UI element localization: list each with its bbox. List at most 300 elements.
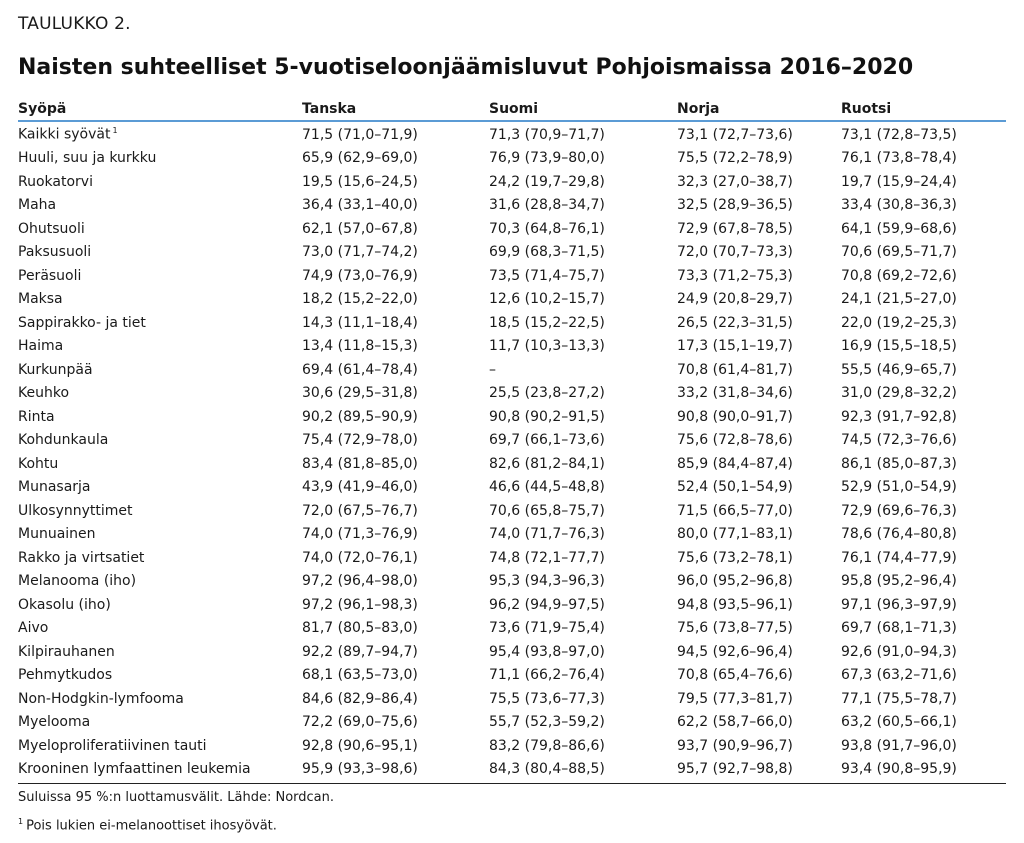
cell-text: 97,2 (96,4–98,0) [302, 573, 418, 590]
cell-finland [489, 738, 677, 754]
cell-norway [677, 456, 841, 472]
cell-text: Kaikki syövät [18, 127, 111, 144]
cell-text: 73,3 (71,2–75,3) [677, 267, 793, 284]
table-label: TAULUKKO 2. [18, 14, 131, 34]
cell-finland [489, 197, 677, 213]
table-row [18, 264, 1006, 288]
cell-text: 74,9 (73,0–76,9) [302, 267, 418, 284]
table-row [18, 241, 1006, 265]
cell-text: 95,4 (93,8–97,0) [489, 643, 605, 660]
cell-denmark [302, 315, 489, 331]
cell-text: 86,1 (85,0–87,3) [841, 455, 957, 472]
cell-finland [489, 503, 677, 519]
cell-text: 70,6 (65,8–75,7) [489, 502, 605, 519]
cell-text: Keuhko [18, 385, 70, 402]
cell-text: 31,6 (28,8–34,7) [489, 197, 605, 214]
cell-text: 67,3 (63,2–71,6) [841, 667, 957, 684]
cell-text: 62,2 (58,7–66,0) [677, 714, 793, 731]
cell-norway [677, 503, 841, 519]
cell-finland [489, 714, 677, 730]
cell-denmark [302, 268, 489, 284]
cell-sweden [841, 691, 1006, 707]
cell-text: 90,8 (90,2–91,5) [489, 408, 605, 425]
cell-finland [489, 550, 677, 566]
cell-sweden [841, 738, 1006, 754]
table-row [18, 476, 1006, 500]
cell-text: 92,3 (91,7–92,8) [841, 408, 957, 425]
table-row [18, 593, 1006, 617]
cell-text: 52,9 (51,0–54,9) [841, 479, 957, 496]
cell-denmark [302, 479, 489, 495]
cell-text: Myeloproliferatiivinen tauti [18, 737, 207, 754]
cell-text: 74,0 (71,7–76,3) [489, 526, 605, 543]
cell-text: Myelooma [18, 714, 91, 731]
table-row [18, 523, 1006, 547]
cell-sweden [841, 291, 1006, 307]
header-cancer: Syöpä [18, 101, 67, 117]
cell-denmark [302, 291, 489, 307]
cell-text: Kohdunkaula [18, 432, 109, 449]
cell-finland [489, 174, 677, 190]
cell-finland [489, 244, 677, 260]
cell-text: 63,2 (60,5–66,1) [841, 714, 957, 731]
cell-text: Maha [18, 197, 57, 214]
cell-text: Munuainen [18, 526, 96, 543]
cell-text: 72,2 (69,0–75,6) [302, 714, 418, 731]
cell-sweden [841, 573, 1006, 589]
cell-cancer [18, 644, 302, 660]
cell-norway [677, 691, 841, 707]
cell-text: 73,0 (71,7–74,2) [302, 244, 418, 261]
cell-text: 71,1 (66,2–76,4) [489, 667, 605, 684]
cell-sweden [841, 221, 1006, 237]
table-row [18, 758, 1006, 782]
footnote-mark: 1 [18, 817, 24, 826]
cell-denmark [302, 550, 489, 566]
cell-text: Okasolu (iho) [18, 596, 111, 613]
cell-finland [489, 385, 677, 401]
cell-text: 18,5 (15,2–22,5) [489, 314, 605, 331]
cell-cancer [18, 244, 302, 260]
cell-text: 75,4 (72,9–78,0) [302, 432, 418, 449]
table-row [18, 335, 1006, 359]
cell-text: 18,2 (15,2–22,0) [302, 291, 418, 308]
cell-finland [489, 362, 677, 378]
cell-norway [677, 550, 841, 566]
cell-finland [489, 456, 677, 472]
cell-norway [677, 738, 841, 754]
cell-denmark [302, 714, 489, 730]
cell-finland [489, 409, 677, 425]
cell-norway [677, 174, 841, 190]
cell-cancer [18, 761, 302, 777]
cell-text: Sappirakko- ja tiet [18, 314, 146, 331]
cell-text: 75,5 (73,6–77,3) [489, 690, 605, 707]
cell-text: 17,3 (15,1–19,7) [677, 338, 793, 355]
table-row [18, 358, 1006, 382]
table-row [18, 711, 1006, 735]
cell-sweden [841, 432, 1006, 448]
cell-finland [489, 526, 677, 542]
cell-text: 74,8 (72,1–77,7) [489, 549, 605, 566]
cell-sweden [841, 127, 1006, 143]
cell-text: 71,5 (71,0–71,9) [302, 126, 418, 143]
cell-norway [677, 315, 841, 331]
cell-norway [677, 620, 841, 636]
cell-sweden [841, 385, 1006, 401]
cell-text: 75,6 (72,8–78,6) [677, 432, 793, 449]
cell-text: 73,6 (71,9–75,4) [489, 620, 605, 637]
cell-text: 95,9 (93,3–98,6) [302, 761, 418, 778]
cell-cancer [18, 479, 302, 495]
cell-text: 62,1 (57,0–67,8) [302, 220, 418, 237]
cell-cancer [18, 338, 302, 354]
cell-text: 73,1 (72,8–73,5) [841, 126, 957, 143]
table-row [18, 570, 1006, 594]
cell-finland [489, 761, 677, 777]
cell-denmark [302, 432, 489, 448]
cell-cancer [18, 620, 302, 636]
cell-text: 24,9 (20,8–29,7) [677, 291, 793, 308]
cell-text: 70,8 (65,4–76,6) [677, 667, 793, 684]
cell-text: 72,9 (67,8–78,5) [677, 220, 793, 237]
table-row [18, 288, 1006, 312]
cell-finland [489, 573, 677, 589]
cell-text: 72,0 (70,7–73,3) [677, 244, 793, 261]
cell-text: 76,1 (73,8–78,4) [841, 150, 957, 167]
cell-text: 24,1 (21,5–27,0) [841, 291, 957, 308]
cell-text: Pehmytkudos [18, 667, 113, 684]
table-footnote [18, 817, 1006, 833]
cell-sweden [841, 479, 1006, 495]
cell-text: 82,6 (81,2–84,1) [489, 455, 605, 472]
cell-text: Aivo [18, 620, 49, 637]
cell-cancer [18, 291, 302, 307]
cell-text: 79,5 (77,3–81,7) [677, 690, 793, 707]
cell-cancer [18, 126, 302, 143]
cell-sweden [841, 268, 1006, 284]
cell-text: 72,9 (69,6–76,3) [841, 502, 957, 519]
cell-norway [677, 597, 841, 613]
cell-denmark [302, 456, 489, 472]
cell-text: 92,2 (89,7–94,7) [302, 643, 418, 660]
cell-text: 26,5 (22,3–31,5) [677, 314, 793, 331]
cell-denmark [302, 150, 489, 166]
cell-text: 78,6 (76,4–80,8) [841, 526, 957, 543]
cell-denmark [302, 503, 489, 519]
cell-cancer [18, 714, 302, 730]
cell-text: 73,1 (72,7–73,6) [677, 126, 793, 143]
cell-norway [677, 221, 841, 237]
cell-text: 12,6 (10,2–15,7) [489, 291, 605, 308]
cell-norway [677, 197, 841, 213]
cell-finland [489, 150, 677, 166]
cell-text: 90,8 (90,0–91,7) [677, 408, 793, 425]
cell-text: 93,8 (91,7–96,0) [841, 737, 957, 754]
cell-text: 55,5 (46,9–65,7) [841, 361, 957, 378]
cell-text: – [489, 361, 496, 378]
cell-cancer [18, 150, 302, 166]
cell-text: 69,4 (61,4–78,4) [302, 361, 418, 378]
cell-cancer [18, 221, 302, 237]
cell-text: 76,1 (74,4–77,9) [841, 549, 957, 566]
cell-text: 55,7 (52,3–59,2) [489, 714, 605, 731]
cell-text: 84,6 (82,9–86,4) [302, 690, 418, 707]
cell-text: 90,2 (89,5–90,9) [302, 408, 418, 425]
cell-sweden [841, 338, 1006, 354]
cell-sweden [841, 526, 1006, 542]
cell-norway [677, 667, 841, 683]
cell-denmark [302, 362, 489, 378]
cell-sweden [841, 597, 1006, 613]
cell-text: 74,0 (71,3–76,9) [302, 526, 418, 543]
cell-norway [677, 761, 841, 777]
cell-text: Rinta [18, 408, 55, 425]
cell-text: 36,4 (33,1–40,0) [302, 197, 418, 214]
cell-finland [489, 479, 677, 495]
table-row [18, 123, 1006, 147]
table-row [18, 499, 1006, 523]
cell-denmark [302, 127, 489, 143]
table-row [18, 452, 1006, 476]
table-note: Suluissa 95 %:n luottamusvälit. Lähde: Nordcan. [18, 790, 335, 805]
cell-finland [489, 667, 677, 683]
table-row [18, 311, 1006, 335]
cell-text: Paksusuoli [18, 244, 92, 261]
cell-text: 94,5 (92,6–96,4) [677, 643, 793, 660]
cell-text: 46,6 (44,5–48,8) [489, 479, 605, 496]
table-row [18, 617, 1006, 641]
cell-text: 70,8 (61,4–81,7) [677, 361, 793, 378]
cell-denmark [302, 620, 489, 636]
cell-text: 69,7 (66,1–73,6) [489, 432, 605, 449]
table-row [18, 429, 1006, 453]
cell-text: 97,2 (96,1–98,3) [302, 596, 418, 613]
cell-text: 75,5 (72,2–78,9) [677, 150, 793, 167]
cell-cancer [18, 597, 302, 613]
cell-text: 95,8 (95,2–96,4) [841, 573, 957, 590]
table-row [18, 546, 1006, 570]
cell-sweden [841, 644, 1006, 660]
cell-text: 64,1 (59,9–68,6) [841, 220, 957, 237]
cell-sweden [841, 503, 1006, 519]
header-norway: Norja [677, 101, 720, 117]
cell-text: 97,1 (96,3–97,9) [841, 596, 957, 613]
cell-denmark [302, 573, 489, 589]
cell-text: 95,3 (94,3–96,3) [489, 573, 605, 590]
table-header-row [18, 98, 1006, 122]
cell-norway [677, 526, 841, 542]
cell-sweden [841, 667, 1006, 683]
cell-cancer [18, 550, 302, 566]
cell-sweden [841, 456, 1006, 472]
cell-text: Maksa [18, 291, 63, 308]
cell-text: 75,6 (73,2–78,1) [677, 549, 793, 566]
cell-denmark [302, 597, 489, 613]
cell-text: 68,1 (63,5–73,0) [302, 667, 418, 684]
cell-cancer [18, 526, 302, 542]
cell-text: 31,0 (29,8–32,2) [841, 385, 957, 402]
cell-norway [677, 644, 841, 660]
cell-text: 74,0 (72,0–76,1) [302, 549, 418, 566]
header-finland: Suomi [489, 101, 539, 117]
cell-text: 74,5 (72,3–76,6) [841, 432, 957, 449]
cell-text: 75,6 (73,8–77,5) [677, 620, 793, 637]
cell-norway [677, 338, 841, 354]
cell-text: 19,5 (15,6–24,5) [302, 173, 418, 190]
cell-sweden [841, 197, 1006, 213]
cell-text: Huuli, suu ja kurkku [18, 150, 157, 167]
cell-norway [677, 385, 841, 401]
cell-cancer [18, 268, 302, 284]
cell-norway [677, 409, 841, 425]
cell-text: 71,3 (70,9–71,7) [489, 126, 605, 143]
cell-norway [677, 714, 841, 730]
cell-sweden [841, 620, 1006, 636]
cell-cancer [18, 385, 302, 401]
cell-norway [677, 291, 841, 307]
cell-text: 70,6 (69,5–71,7) [841, 244, 957, 261]
cell-denmark [302, 409, 489, 425]
cell-cancer [18, 691, 302, 707]
cell-cancer [18, 315, 302, 331]
cell-text: 11,7 (10,3–13,3) [489, 338, 605, 355]
table-row [18, 640, 1006, 664]
table-body [18, 123, 1006, 781]
cell-text: 69,7 (68,1–71,3) [841, 620, 957, 637]
cell-text: 70,8 (69,2–72,6) [841, 267, 957, 284]
table-bottom-rule [18, 783, 1006, 784]
cell-cancer [18, 456, 302, 472]
cell-denmark [302, 174, 489, 190]
cell-text: 13,4 (11,8–15,3) [302, 338, 418, 355]
cell-sweden [841, 315, 1006, 331]
cell-cancer [18, 362, 302, 378]
cell-text: 85,9 (84,4–87,4) [677, 455, 793, 472]
cell-cancer [18, 197, 302, 213]
cell-text: 33,4 (30,8–36,3) [841, 197, 957, 214]
cell-finland [489, 644, 677, 660]
cell-denmark [302, 667, 489, 683]
cell-text: 16,9 (15,5–18,5) [841, 338, 957, 355]
cell-text: 76,9 (73,9–80,0) [489, 150, 605, 167]
cell-text: 70,3 (64,8–76,1) [489, 220, 605, 237]
header-sweden: Ruotsi [841, 101, 892, 117]
cell-text: 24,2 (19,7–29,8) [489, 173, 605, 190]
cell-text: 32,3 (27,0–38,7) [677, 173, 793, 190]
cell-text: 32,5 (28,9–36,5) [677, 197, 793, 214]
cell-text: 69,9 (68,3–71,5) [489, 244, 605, 261]
table-row [18, 170, 1006, 194]
cell-text: Ohutsuoli [18, 220, 85, 237]
cell-sweden [841, 761, 1006, 777]
cell-norway [677, 362, 841, 378]
cell-sweden [841, 409, 1006, 425]
cell-finland [489, 315, 677, 331]
cell-text: 14,3 (11,1–18,4) [302, 314, 418, 331]
cell-text: 22,0 (19,2–25,3) [841, 314, 957, 331]
table-row [18, 147, 1006, 171]
cell-text: 92,8 (90,6–95,1) [302, 737, 418, 754]
cell-text: 25,5 (23,8–27,2) [489, 385, 605, 402]
cell-finland [489, 291, 677, 307]
cell-text: Kilpirauhanen [18, 643, 115, 660]
cell-cancer [18, 573, 302, 589]
cell-denmark [302, 526, 489, 542]
cell-text: 81,7 (80,5–83,0) [302, 620, 418, 637]
table-title: Naisten suhteelliset 5-vuotiseloonjäämisluvut Pohjoismaissa 2016–2020 [18, 55, 914, 80]
cell-text: 93,7 (90,9–96,7) [677, 737, 793, 754]
footnote-text: Pois lukien ei-melanoottiset ihosyövät. [26, 818, 277, 834]
cell-finland [489, 338, 677, 354]
cell-text: 83,2 (79,8–86,6) [489, 737, 605, 754]
cell-finland [489, 268, 677, 284]
cell-norway [677, 573, 841, 589]
cell-text: Kurkunpää [18, 361, 93, 378]
cell-denmark [302, 738, 489, 754]
cell-text: Peräsuoli [18, 267, 82, 284]
cell-text: Kohtu [18, 455, 59, 472]
table-row [18, 405, 1006, 429]
cell-sweden [841, 244, 1006, 260]
cell-text: 73,5 (71,4–75,7) [489, 267, 605, 284]
cell-text: 80,0 (77,1–83,1) [677, 526, 793, 543]
cell-norway [677, 268, 841, 284]
table-row [18, 382, 1006, 406]
cell-text: 30,6 (29,5–31,8) [302, 385, 418, 402]
cell-text: 96,0 (95,2–96,8) [677, 573, 793, 590]
cell-text: 84,3 (80,4–88,5) [489, 761, 605, 778]
cell-text: 83,4 (81,8–85,0) [302, 455, 418, 472]
cell-sweden [841, 714, 1006, 730]
cell-finland [489, 620, 677, 636]
cell-sweden [841, 174, 1006, 190]
cell-finland [489, 221, 677, 237]
cell-text: Haima [18, 338, 64, 355]
cell-norway [677, 127, 841, 143]
cell-text: 19,7 (15,9–24,4) [841, 173, 957, 190]
cell-sweden [841, 362, 1006, 378]
cell-norway [677, 479, 841, 495]
cell-denmark [302, 221, 489, 237]
cell-text: 71,5 (66,5–77,0) [677, 502, 793, 519]
cell-text: Ruokatorvi [18, 173, 93, 190]
cell-denmark [302, 338, 489, 354]
cell-finland [489, 691, 677, 707]
cell-norway [677, 432, 841, 448]
cell-denmark [302, 761, 489, 777]
cell-text: 92,6 (91,0–94,3) [841, 643, 957, 660]
cell-text: Melanooma (iho) [18, 573, 137, 590]
cell-text: 93,4 (90,8–95,9) [841, 761, 957, 778]
cell-denmark [302, 644, 489, 660]
cell-denmark [302, 691, 489, 707]
cell-cancer [18, 503, 302, 519]
table-row [18, 664, 1006, 688]
cell-text: 43,9 (41,9–46,0) [302, 479, 418, 496]
cell-sweden [841, 150, 1006, 166]
cell-cancer [18, 738, 302, 754]
cell-text: Munasarja [18, 479, 91, 496]
cell-finland [489, 432, 677, 448]
cell-cancer [18, 174, 302, 190]
cell-norway [677, 244, 841, 260]
cell-text: 33,2 (31,8–34,6) [677, 385, 793, 402]
header-denmark: Tanska [302, 101, 357, 117]
survival-table [18, 98, 1006, 833]
cell-text: 65,9 (62,9–69,0) [302, 150, 418, 167]
table-row [18, 217, 1006, 241]
